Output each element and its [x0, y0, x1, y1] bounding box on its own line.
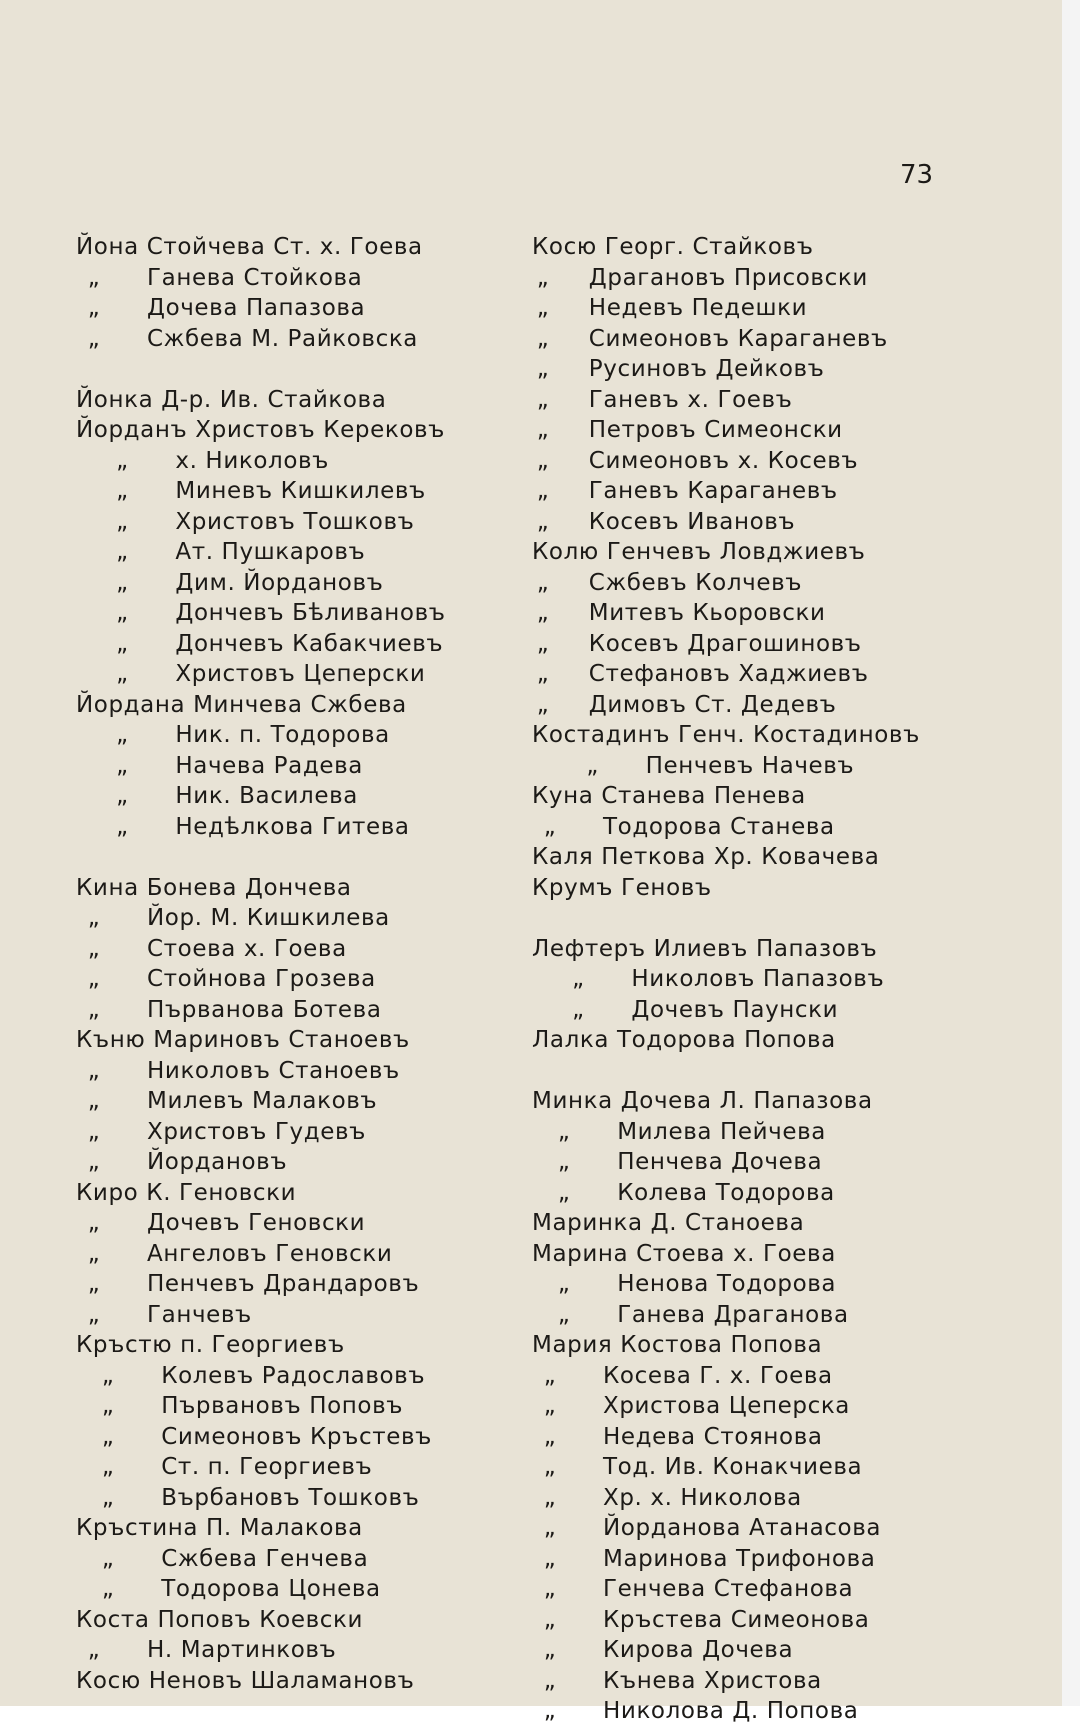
- entry-text: Колева Тодорова: [617, 1179, 835, 1206]
- ditto-mark: „: [87, 1271, 101, 1297]
- entry-text: Николовъ Станоевъ: [147, 1057, 400, 1084]
- list-item: [532, 964, 972, 995]
- entry-text: Кирова Дочева: [603, 1637, 794, 1663]
- entry-text: Недѣлкова Гитева: [175, 813, 410, 840]
- entry-text: Първановъ Поповъ: [161, 1393, 404, 1419]
- ditto-mark: „: [543, 1576, 557, 1602]
- ditto-mark: „: [116, 600, 129, 626]
- list-item: [532, 354, 972, 385]
- list-item: [76, 751, 516, 782]
- entry-text: Марина Стоева х. Гоева: [532, 1240, 836, 1267]
- list-item: [532, 751, 972, 782]
- entry-text: Николовъ Папазовъ: [631, 966, 885, 992]
- ditto-mark: „: [116, 661, 129, 687]
- entry-text: Петровъ Симеонски: [588, 417, 843, 443]
- entry-text: Ганевъ Караганевъ: [588, 478, 838, 504]
- entry-text: Ник. Василева: [175, 783, 358, 809]
- ditto-mark: „: [116, 783, 129, 809]
- entry-text: Върбановъ Тошковъ: [161, 1484, 420, 1511]
- page-number: 73: [900, 160, 934, 190]
- entry-text: Ник. п. Тодорова: [175, 722, 390, 748]
- left-column: [76, 232, 516, 1696]
- list-item: [76, 873, 516, 904]
- list-item: [76, 995, 516, 1026]
- list-item: [76, 1178, 516, 1209]
- entry-text: Лефтеръ Илиевъ Папазовъ: [532, 935, 878, 962]
- list-item: [532, 293, 972, 324]
- list-item: [76, 629, 516, 660]
- list-item: [76, 1269, 516, 1300]
- list-item: [532, 720, 972, 751]
- list-item: [76, 1147, 516, 1178]
- ditto-mark: „: [116, 722, 129, 748]
- list-item: [76, 1574, 516, 1605]
- ditto-mark: „: [87, 996, 101, 1023]
- list-item: [532, 1239, 972, 1270]
- ditto-mark: „: [536, 630, 550, 657]
- entry-text: Крумъ Геновъ: [532, 874, 712, 901]
- list-item: [532, 1147, 972, 1178]
- entry-text: Стефановъ Хаджиевъ: [588, 661, 869, 687]
- ditto-mark: „: [536, 417, 550, 443]
- list-item: [76, 934, 516, 965]
- entry-text: Начева Радева: [175, 752, 363, 779]
- ditto-mark: „: [87, 1301, 101, 1328]
- entry-text: Лалка Тодорова Попова: [532, 1027, 836, 1053]
- list-item: [532, 995, 972, 1026]
- list-item: [532, 1025, 972, 1056]
- list-item: [76, 781, 516, 812]
- list-item: [532, 598, 972, 629]
- entry-text: Мария Костова Попова: [532, 1332, 823, 1358]
- entry-text: Тодорова Станева: [603, 813, 835, 840]
- ditto-mark: „: [87, 1240, 101, 1267]
- ditto-mark: „: [536, 295, 550, 321]
- entry-text: Дончевъ Бѣливановъ: [175, 600, 446, 626]
- ditto-mark: „: [543, 1545, 557, 1572]
- entry-text: Ганева Стойкова: [147, 264, 363, 291]
- ditto-mark: „: [87, 1118, 101, 1145]
- ditto-mark: „: [543, 813, 557, 840]
- list-item: [76, 1544, 516, 1575]
- entry-text: Косевъ Ивановъ: [588, 508, 796, 535]
- entry-text: Куна Станева Пенева: [532, 783, 806, 809]
- ditto-mark: „: [101, 1545, 115, 1572]
- ditto-mark: „: [116, 508, 129, 535]
- list-item: [76, 1208, 516, 1239]
- ditto-mark: „: [116, 569, 129, 596]
- entry-text: Дончевъ Кабакчиевъ: [175, 630, 444, 657]
- right-column: [532, 232, 972, 1727]
- list-item: [76, 659, 516, 690]
- entry-text: Ненова Тодорова: [617, 1271, 837, 1297]
- list-item: [76, 1422, 516, 1453]
- entry-text: Н. Мартинковъ: [147, 1637, 337, 1663]
- ditto-mark: „: [536, 325, 550, 352]
- entry-text: Косева Г. х. Гоева: [603, 1362, 833, 1389]
- list-item: [532, 1452, 972, 1483]
- ditto-mark: „: [536, 478, 550, 504]
- ditto-mark: „: [87, 295, 101, 321]
- entry-text: Йонка Д-р. Ив. Стайкова: [76, 386, 387, 413]
- entry-text: Киро К. Геновски: [76, 1179, 297, 1206]
- list-item: [76, 1666, 516, 1697]
- list-item: [532, 1696, 972, 1727]
- entry-text: Ганева Драганова: [617, 1301, 849, 1328]
- ditto-mark: „: [543, 1454, 557, 1480]
- entry-text: Русиновъ Дейковъ: [588, 356, 825, 382]
- list-item: [76, 385, 516, 416]
- list-item: [532, 1422, 972, 1453]
- list-item: [76, 1056, 516, 1087]
- ditto-mark: „: [536, 356, 550, 382]
- ditto-mark: „: [101, 1423, 115, 1450]
- blank-line: [76, 842, 516, 873]
- entry-text: Дочева Папазова: [147, 295, 366, 321]
- ditto-mark: „: [116, 630, 129, 657]
- list-item: [532, 1391, 972, 1422]
- entry-text: Николова Д. Попова: [603, 1698, 859, 1724]
- list-item: [532, 1666, 972, 1697]
- ditto-mark: „: [116, 752, 129, 779]
- ditto-mark: „: [116, 447, 129, 474]
- entry-text: Христовъ Цеперски: [175, 661, 426, 687]
- list-item: [532, 232, 972, 263]
- list-item: [532, 1330, 972, 1361]
- ditto-mark: „: [87, 325, 101, 352]
- entry-text: Кина Бонева Дончева: [76, 874, 352, 901]
- blank-line: [532, 903, 972, 934]
- list-item: [532, 537, 972, 568]
- entry-text: Христовъ Гудевъ: [147, 1118, 367, 1145]
- entry-text: Христовъ Тошковъ: [175, 508, 415, 535]
- entry-text: Стоева х. Гоева: [147, 935, 347, 962]
- entry-text: Христова Цеперска: [603, 1393, 851, 1419]
- list-item: [76, 1513, 516, 1544]
- list-item: [76, 415, 516, 446]
- entry-text: Драгановъ Присовски: [588, 264, 868, 291]
- entry-text: Пенчевъ Драндаровъ: [147, 1271, 420, 1297]
- ditto-mark: „: [543, 1637, 557, 1663]
- ditto-mark: „: [101, 1454, 115, 1480]
- ditto-mark: „: [536, 508, 550, 535]
- entry-text: Стойнова Грозева: [147, 966, 376, 992]
- entry-text: Колю Генчевъ Ловджиевъ: [532, 539, 866, 565]
- list-item: [532, 324, 972, 355]
- ditto-mark: „: [536, 661, 550, 687]
- list-item: [76, 720, 516, 751]
- list-item: [76, 1635, 516, 1666]
- entry-text: Сжбева М. Райковска: [147, 325, 419, 352]
- list-item: [532, 934, 972, 965]
- ditto-mark: „: [543, 1362, 557, 1389]
- list-item: [532, 568, 972, 599]
- entry-text: Недева Стоянова: [603, 1423, 823, 1450]
- entry-text: Косю Неновъ Шаламановъ: [76, 1667, 415, 1694]
- entry-text: Хр. х. Николова: [603, 1484, 802, 1511]
- ditto-mark: „: [543, 1667, 557, 1694]
- entry-text: Милева Пейчева: [617, 1118, 826, 1145]
- entry-text: Пенчева Дочева: [617, 1149, 823, 1175]
- list-item: [76, 476, 516, 507]
- entry-text: х. Николовъ: [175, 447, 330, 474]
- entry-text: Йор. М. Кишкилева: [147, 905, 390, 931]
- ditto-mark: „: [101, 1484, 115, 1511]
- list-item: [532, 1544, 972, 1575]
- list-item: [76, 903, 516, 934]
- ditto-mark: „: [536, 600, 550, 626]
- entry-text: Тод. Ив. Конакчиева: [603, 1454, 863, 1480]
- list-item: [532, 659, 972, 690]
- ditto-mark: „: [586, 752, 599, 779]
- ditto-mark: „: [543, 1515, 557, 1541]
- entry-text: Ст. п. Георгиевъ: [161, 1454, 373, 1480]
- ditto-mark: „: [101, 1393, 115, 1419]
- entry-text: Йордана Минчева Сжбева: [76, 691, 407, 718]
- list-item: [76, 598, 516, 629]
- list-item: [532, 842, 972, 873]
- entry-text: Симеоновъ Кръстевъ: [161, 1423, 432, 1450]
- entry-text: Пенчевъ Начевъ: [645, 752, 855, 779]
- ditto-mark: „: [116, 813, 129, 840]
- entry-text: Недевъ Педешки: [588, 295, 808, 321]
- entry-text: Генчева Стефанова: [603, 1576, 854, 1602]
- ditto-mark: „: [543, 1423, 557, 1450]
- ditto-mark: „: [87, 966, 101, 992]
- ditto-mark: „: [116, 539, 129, 565]
- list-item: [76, 1483, 516, 1514]
- ditto-mark: „: [116, 478, 129, 504]
- entry-text: Първанова Ботева: [147, 996, 382, 1023]
- entry-text: Дим. Йордановъ: [175, 569, 384, 596]
- entry-text: Кръстю п. Георгиевъ: [76, 1332, 345, 1358]
- ditto-mark: „: [557, 1179, 571, 1206]
- ditto-mark: „: [557, 1118, 571, 1145]
- entry-text: Митевъ Кьоровски: [588, 600, 826, 626]
- list-item: [532, 1361, 972, 1392]
- ditto-mark: „: [101, 1576, 115, 1602]
- list-item: [532, 1086, 972, 1117]
- entry-text: Сжбевъ Колчевъ: [588, 569, 803, 596]
- list-item: [532, 1300, 972, 1331]
- list-item: [532, 629, 972, 660]
- list-item: [76, 232, 516, 263]
- list-item: [76, 1361, 516, 1392]
- entry-text: Йорданъ Христовъ Керековъ: [76, 417, 446, 443]
- ditto-mark: „: [536, 386, 550, 413]
- entry-text: Ганчевъ: [147, 1301, 252, 1328]
- list-item: [532, 1574, 972, 1605]
- entry-text: Дочевъ Геновски: [147, 1210, 366, 1236]
- entry-text: Ат. Пушкаровъ: [175, 539, 366, 565]
- ditto-mark: „: [557, 1271, 571, 1297]
- list-item: [76, 1391, 516, 1422]
- list-item: [532, 507, 972, 538]
- entry-text: Маринова Трифонова: [603, 1545, 876, 1572]
- list-item: [76, 1239, 516, 1270]
- entry-text: Симеоновъ Караганевъ: [588, 325, 888, 352]
- list-item: [76, 812, 516, 843]
- list-item: [532, 1483, 972, 1514]
- ditto-mark: „: [87, 905, 101, 931]
- entry-text: Сжбева Генчева: [161, 1545, 369, 1572]
- blank-line: [76, 354, 516, 385]
- list-item: [532, 1178, 972, 1209]
- ditto-mark: „: [87, 264, 101, 291]
- ditto-mark: „: [87, 1088, 101, 1114]
- list-item: [76, 446, 516, 477]
- entry-text: Дочевъ Паунски: [631, 996, 839, 1023]
- entry-text: Къню Мариновъ Станоевъ: [76, 1027, 410, 1053]
- entry-text: Маринка Д. Станоева: [532, 1210, 805, 1236]
- ditto-mark: „: [557, 1149, 571, 1175]
- entry-text: Кръстева Симеонова: [603, 1606, 870, 1633]
- entry-text: Симеоновъ х. Косевъ: [588, 447, 859, 474]
- list-item: [532, 385, 972, 416]
- list-item: [532, 415, 972, 446]
- list-item: [532, 1117, 972, 1148]
- list-item: [76, 1025, 516, 1056]
- entry-text: Колевъ Радославовъ: [161, 1362, 426, 1389]
- entry-text: Йона Стойчева Ст. х. Гоева: [76, 234, 423, 260]
- entry-text: Тодорова Цонева: [161, 1576, 381, 1602]
- entry-text: Косевъ Драгошиновъ: [588, 630, 862, 657]
- ditto-mark: „: [543, 1484, 557, 1511]
- list-item: [532, 690, 972, 721]
- ditto-mark: „: [572, 966, 585, 992]
- list-item: [532, 1513, 972, 1544]
- ditto-mark: „: [87, 935, 101, 962]
- list-item: [76, 507, 516, 538]
- entry-text: Костадинъ Генч. Костадиновъ: [532, 722, 920, 748]
- entry-text: Миневъ Кишкилевъ: [175, 478, 426, 504]
- ditto-mark: „: [536, 691, 550, 718]
- entry-text: Ганевъ х. Гоевъ: [588, 386, 793, 413]
- list-item: [532, 476, 972, 507]
- list-item: [76, 1605, 516, 1636]
- ditto-mark: „: [536, 447, 550, 474]
- list-item: [532, 812, 972, 843]
- ditto-mark: „: [572, 996, 585, 1023]
- list-item: [76, 964, 516, 995]
- list-item: [532, 781, 972, 812]
- list-item: [76, 324, 516, 355]
- ditto-mark: „: [536, 264, 550, 291]
- entry-text: Кънева Христова: [603, 1667, 822, 1694]
- list-item: [76, 263, 516, 294]
- entry-text: Коста Поповъ Коевски: [76, 1606, 364, 1633]
- entry-text: Каля Петкова Хр. Ковачева: [532, 844, 880, 870]
- list-item: [76, 1300, 516, 1331]
- list-item: [532, 1269, 972, 1300]
- list-item: [76, 568, 516, 599]
- scan-margin: [1062, 0, 1080, 1706]
- entry-text: Йордановъ: [147, 1149, 288, 1175]
- list-item: [532, 873, 972, 904]
- list-item: [532, 1605, 972, 1636]
- entry-text: Димовъ Ст. Дедевъ: [588, 691, 837, 718]
- list-item: [76, 1086, 516, 1117]
- list-item: [76, 1330, 516, 1361]
- entry-text: Милевъ Малаковъ: [147, 1088, 378, 1114]
- ditto-mark: „: [87, 1057, 101, 1084]
- ditto-mark: „: [87, 1210, 101, 1236]
- entry-text: Йорданова Атанасова: [603, 1515, 882, 1541]
- blank-line: [532, 1056, 972, 1087]
- ditto-mark: „: [543, 1393, 557, 1419]
- ditto-mark: „: [543, 1606, 557, 1633]
- ditto-mark: „: [87, 1149, 101, 1175]
- ditto-mark: „: [557, 1301, 571, 1328]
- list-item: [76, 1452, 516, 1483]
- list-item: [532, 263, 972, 294]
- entry-text: Минка Дочева Л. Папазова: [532, 1088, 873, 1114]
- ditto-mark: „: [101, 1362, 115, 1389]
- list-item: [532, 1208, 972, 1239]
- list-item: [76, 1117, 516, 1148]
- list-item: [532, 446, 972, 477]
- entry-text: Ангеловъ Геновски: [147, 1240, 393, 1267]
- entry-text: Косю Георг. Стайковъ: [532, 234, 814, 260]
- entry-text: Кръстина П. Малакова: [76, 1515, 363, 1541]
- ditto-mark: „: [87, 1637, 101, 1663]
- list-item: [532, 1635, 972, 1666]
- list-item: [76, 293, 516, 324]
- list-item: [76, 537, 516, 568]
- ditto-mark: „: [543, 1698, 557, 1724]
- list-item: [76, 690, 516, 721]
- ditto-mark: „: [536, 569, 550, 596]
